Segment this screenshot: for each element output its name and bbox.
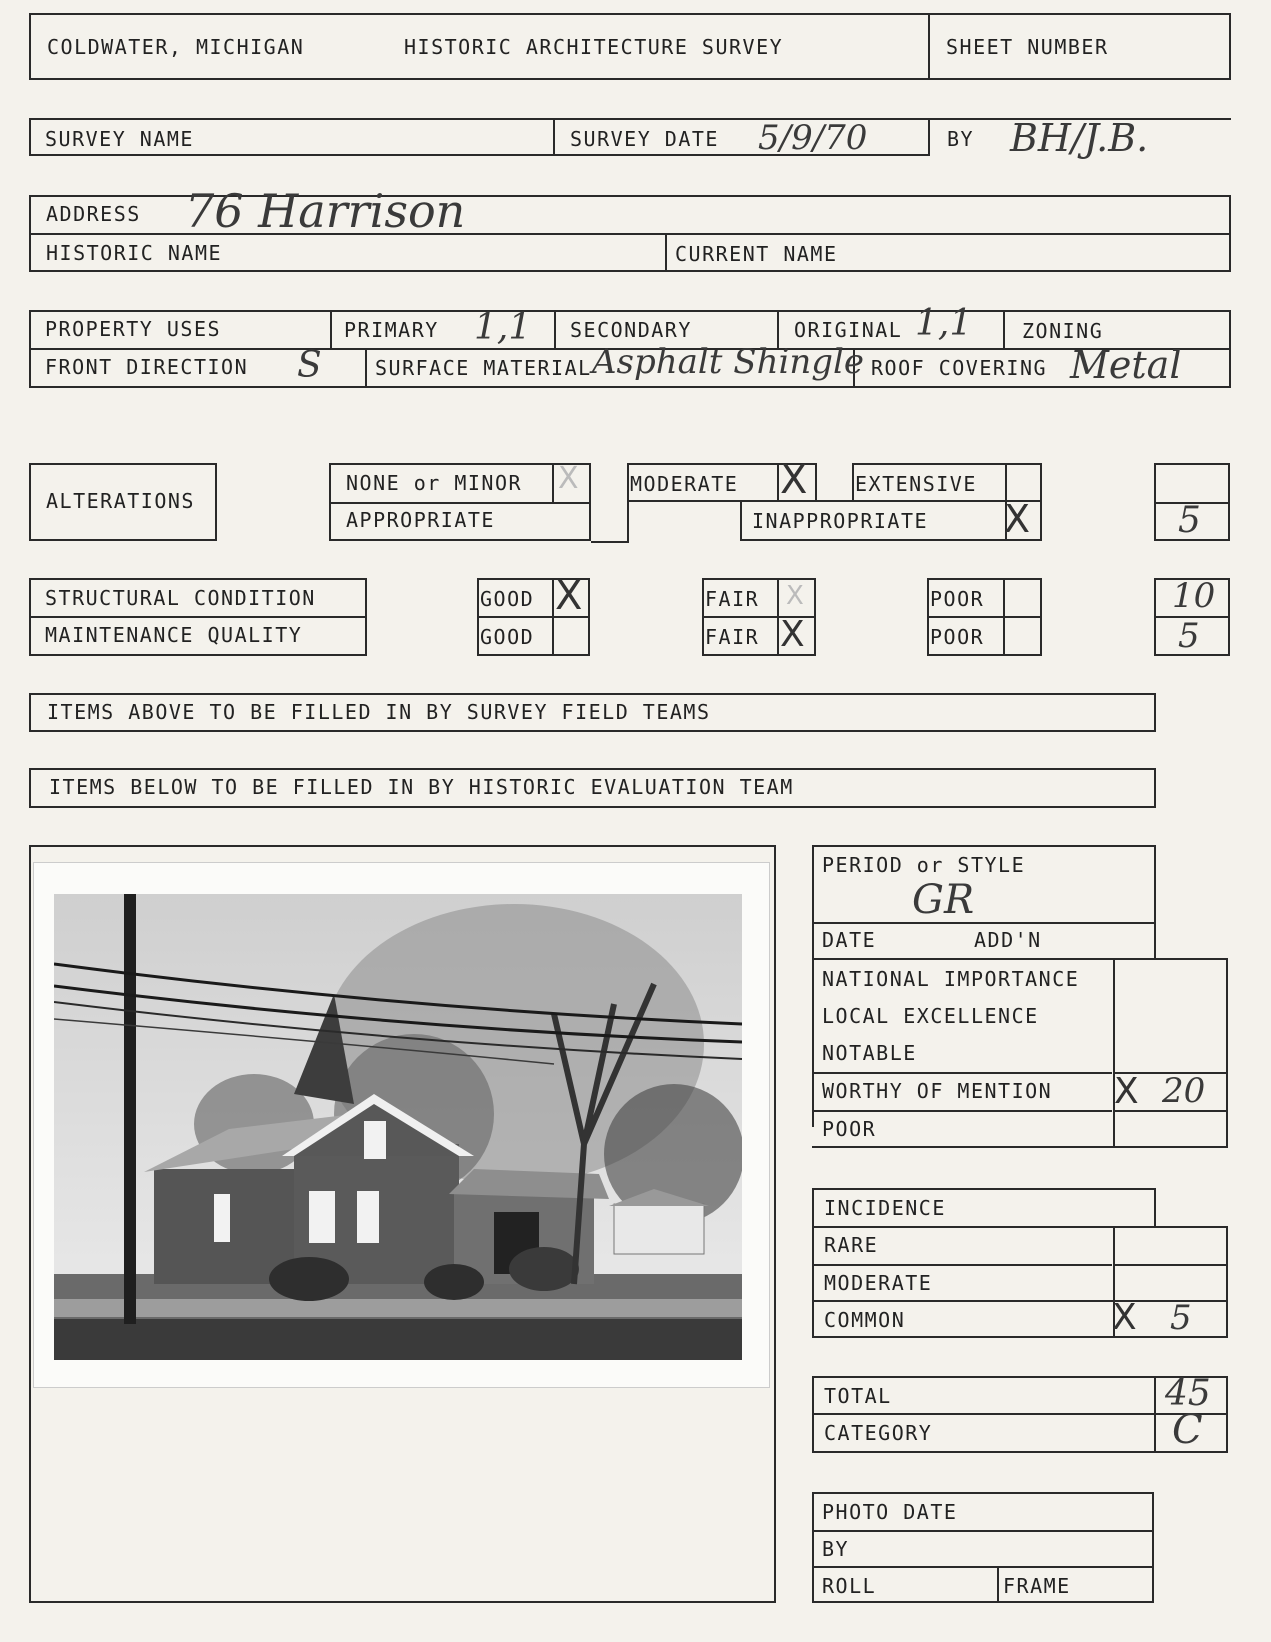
front-direction-value: S [297, 345, 322, 386]
current-name-label: CURRENT NAME [675, 242, 838, 266]
survey-date-label: SURVEY DATE [570, 127, 719, 151]
front-direction-label: FRONT DIRECTION [45, 355, 249, 379]
alterations-score: 5 [1178, 500, 1201, 541]
house-photograph [54, 894, 742, 1360]
common-label: COMMON [824, 1308, 906, 1332]
roof-covering-value: Metal [1070, 343, 1182, 387]
alt-inappropriate: INAPPROPRIATE [752, 509, 929, 533]
eval-poor-label: POOR [822, 1117, 877, 1141]
original-label: ORIGINAL [794, 318, 903, 342]
survey-name-label: SURVEY NAME [45, 127, 194, 151]
secondary-label: SECONDARY [570, 318, 692, 342]
structural-good: GOOD [480, 587, 535, 611]
worthy-of-mention-label: WORTHY OF MENTION [822, 1079, 1053, 1103]
alt-extensive: EXTENSIVE [855, 472, 977, 496]
alt-appropriate: APPROPRIATE [346, 508, 495, 532]
worthy-score: 20 [1162, 1071, 1206, 1111]
note-below: ITEMS BELOW TO BE FILLED IN BY HISTORIC EVALUATION TEAM [49, 775, 794, 799]
surface-material-label: SURFACE MATERIAL [375, 356, 592, 380]
notable-label: NOTABLE [822, 1041, 917, 1065]
survey-by-value: BH/J.B. [1010, 116, 1149, 160]
total-label: TOTAL [824, 1384, 892, 1408]
photo-by-label: BY [822, 1537, 850, 1561]
alt-none-minor-check: X [558, 461, 579, 496]
maintenance-quality-label: MAINTENANCE QUALITY [45, 623, 303, 647]
zoning-label: ZONING [1022, 319, 1104, 343]
property-uses-label: PROPERTY USES [45, 317, 222, 341]
note-above: ITEMS ABOVE TO BE FILLED IN BY SURVEY FIELD TEAMS [47, 700, 711, 724]
sheet-number-label: SHEET NUMBER [946, 35, 1109, 59]
structural-fair: FAIR [705, 587, 760, 611]
original-value: 1,1 [915, 303, 973, 344]
category-label: CATEGORY [824, 1421, 933, 1445]
survey-by-label: BY [947, 127, 975, 151]
maintenance-fair: FAIR [705, 625, 760, 649]
header-title: HISTORIC ARCHITECTURE SURVEY [404, 35, 784, 59]
incidence-moderate-label: MODERATE [824, 1271, 933, 1295]
header-city: COLDWATER, MICHIGAN [47, 35, 305, 59]
maintenance-fair-check: X [780, 614, 805, 655]
survey-date-value: 5/9/70 [758, 118, 868, 158]
alt-moderate-check: X [780, 457, 808, 503]
alt-none-minor: NONE or MINOR [346, 471, 523, 495]
maintenance-score: 5 [1178, 616, 1200, 656]
incidence-label: INCIDENCE [824, 1196, 946, 1220]
address-label: ADDRESS [46, 202, 141, 226]
structural-good-check: X [555, 573, 583, 619]
period-style-label: PERIOD or STYLE [822, 853, 1026, 877]
total-value: 45 [1165, 1373, 1211, 1414]
period-style-value: GR [912, 877, 975, 923]
eval-date-label: DATE [822, 928, 877, 952]
historic-name-label: HISTORIC NAME [46, 241, 223, 265]
structural-condition-label: STRUCTURAL CONDITION [45, 586, 316, 610]
worthy-check: X [1114, 1071, 1139, 1112]
surface-material-value: Asphalt Shingle [592, 342, 864, 382]
alt-moderate: MODERATE [630, 472, 739, 496]
structural-score: 10 [1172, 576, 1216, 616]
local-excellence-label: LOCAL EXCELLENCE [822, 1004, 1039, 1028]
roof-covering-label: ROOF COVERING [871, 356, 1048, 380]
common-score: 5 [1170, 1298, 1192, 1338]
address-value: 76 Harrison [185, 184, 466, 238]
roll-label: ROLL [822, 1574, 877, 1598]
alt-inappropriate-check: X [1004, 497, 1031, 541]
photo-date-label: PHOTO DATE [822, 1500, 958, 1524]
maintenance-poor: POOR [930, 625, 985, 649]
common-check: X [1112, 1297, 1137, 1338]
rare-label: RARE [824, 1233, 879, 1257]
alterations-label: ALTERATIONS [46, 489, 195, 513]
category-value: C [1172, 1407, 1203, 1453]
national-importance-label: NATIONAL IMPORTANCE [822, 967, 1080, 991]
primary-label: PRIMARY [344, 318, 439, 342]
structural-fair-check: X [786, 581, 804, 611]
structural-poor: POOR [930, 587, 985, 611]
frame-label: FRAME [1003, 1574, 1071, 1598]
maintenance-good: GOOD [480, 625, 535, 649]
eval-addn-label: ADD'N [974, 928, 1042, 952]
primary-value: 1,1 [474, 307, 532, 348]
